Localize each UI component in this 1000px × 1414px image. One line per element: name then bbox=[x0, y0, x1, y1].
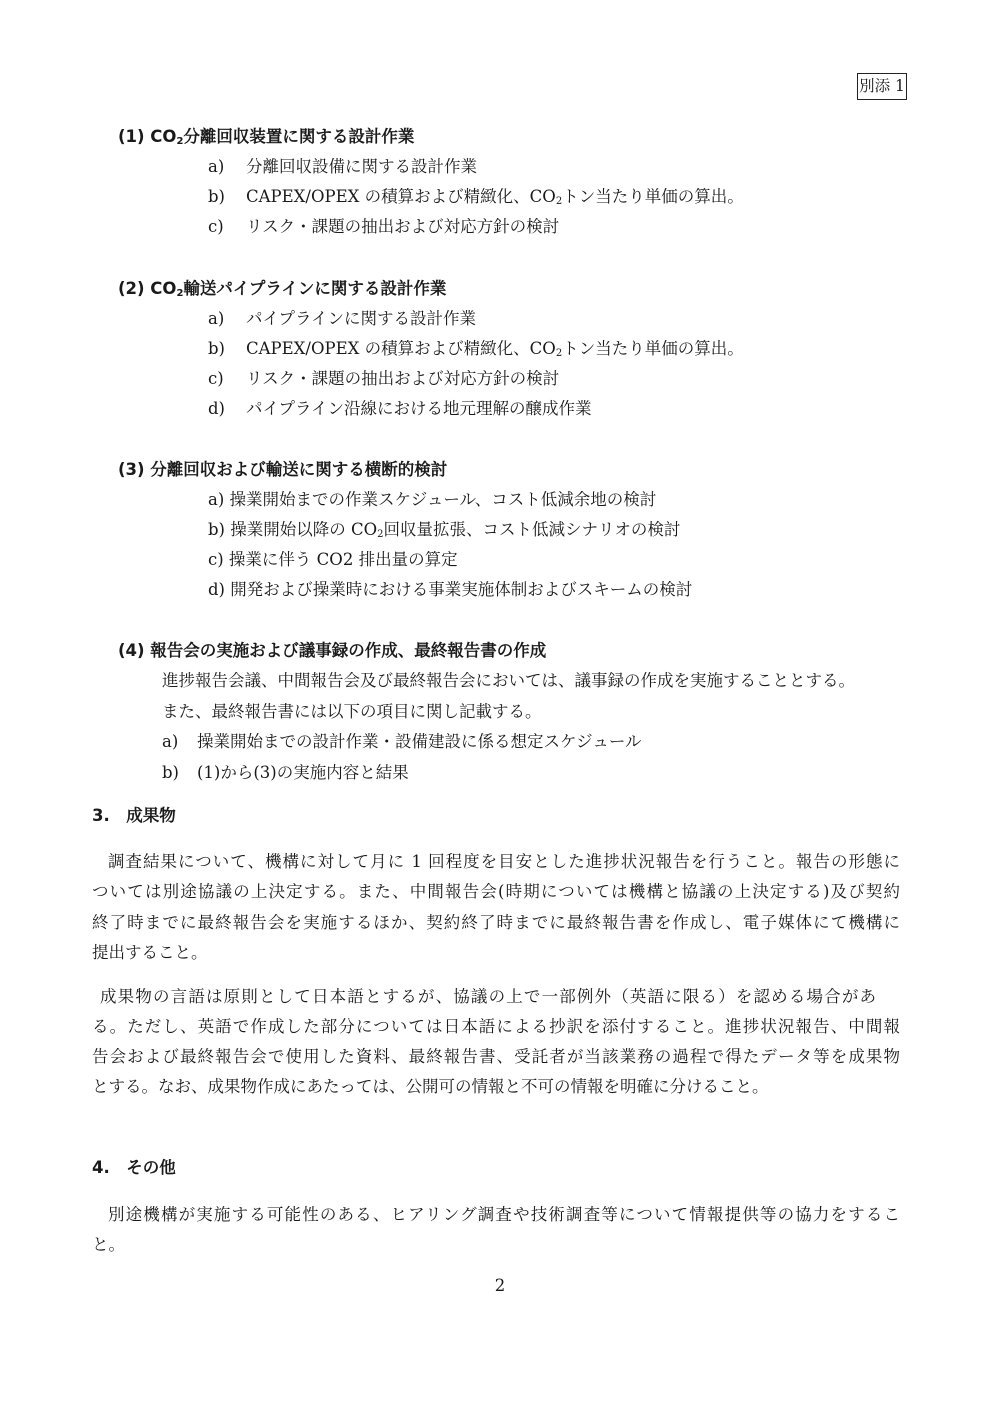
section-3-para-1-line-3: 終了時までに最終報告会を実施するほか、契約終了時までに最終報告書を作成し、電子媒体にて機構に bbox=[92, 913, 900, 932]
s1-item-b: CAPEX/OPEX の積算および精緻化、$CO_2$トン当たり単価の算出。 bbox=[246, 187, 744, 207]
s2-item-d-marker: d) bbox=[208, 399, 225, 418]
section-3-para-1-line-2: ついては別途協議の上決定する。また、中間報告会(時期については機構と協議の上決定する)及び契約 bbox=[92, 882, 900, 901]
section-3-sub-heading: (3) 分離回収および輸送に関する横断的検討 bbox=[118, 460, 448, 479]
s1-item-b-marker: b) bbox=[208, 187, 225, 206]
section-2-heading: (2) $CO_2$輸送パイプラインに関する設計作業 bbox=[118, 279, 447, 299]
s4-item-a-marker: a) bbox=[162, 732, 179, 751]
section-3-para-1-line-1: 調査結果について、機構に対して月に 1 回程度を目安とした進捗状況報告を行うこと。報告の形態に bbox=[108, 852, 900, 871]
s2-item-a-marker: a) bbox=[208, 309, 225, 328]
s4-paragraph-2: また、最終報告書には以下の項目に関し記載する。 bbox=[162, 702, 542, 721]
section-1-heading: (1) $CO_2$分離回収装置に関する設計作業 bbox=[118, 127, 415, 147]
s1-item-a: 分離回収設備に関する設計作業 bbox=[246, 157, 477, 176]
s3-item-a: a) 操業開始までの作業スケジュール、コスト低減余地の検討 bbox=[208, 490, 657, 509]
s3-item-c: c) 操業に伴う CO2 排出量の算定 bbox=[208, 550, 458, 569]
s1-item-c: リスク・課題の抽出および対応方針の検討 bbox=[246, 217, 560, 236]
section-4-heading: 4. その他 bbox=[92, 1158, 176, 1177]
s2-item-c: リスク・課題の抽出および対応方針の検討 bbox=[246, 369, 560, 388]
section-3-para-2-line-3: 告会および最終報告会で使用した資料、最終報告書、受託者が当該業務の過程で得たデータ等を成果物 bbox=[92, 1047, 900, 1066]
section-3-para-2-line-4: とする。なお、成果物作成にあたっては、公開可の情報と不可の情報を明確に分けること。 bbox=[92, 1077, 769, 1096]
s1-item-c-marker: c) bbox=[208, 217, 224, 236]
section-3-heading: 3. 成果物 bbox=[92, 806, 176, 825]
section-4-sub-heading: (4) 報告会の実施および議事録の作成、最終報告書の作成 bbox=[118, 641, 547, 660]
s4-item-b-marker: b) bbox=[162, 763, 179, 782]
s4-item-a: 操業開始までの設計作業・設備建設に係る想定スケジュール bbox=[197, 732, 642, 751]
s2-item-d: パイプライン沿線における地元理解の醸成作業 bbox=[246, 399, 592, 418]
s4-item-b: (1)から(3)の実施内容と結果 bbox=[197, 763, 409, 782]
s2-item-b: CAPEX/OPEX の積算および精緻化、$CO_2$トン当たり単価の算出。 bbox=[246, 339, 744, 359]
section-4-para-line-1: 別途機構が実施する可能性のある、ヒアリング調査や技術調査等について情報提供等の協力をするこ bbox=[108, 1205, 900, 1224]
s3-item-d: d) 開発および操業時における事業実施体制およびスキームの検討 bbox=[208, 580, 693, 599]
section-3-para-2-line-1: 成果物の言語は原則として日本語とするが、協議の上で一部例外（英語に限る）を認める場合があ bbox=[100, 987, 876, 1006]
s2-item-b-marker: b) bbox=[208, 339, 225, 358]
section-3-para-1-line-4: 提出すること。 bbox=[92, 943, 208, 962]
section-4-para-line-2: と。 bbox=[92, 1235, 125, 1254]
s3-item-b: b) 操業開始以降の $CO_2$回収量拡張、コスト低減シナリオの検討 bbox=[208, 520, 681, 540]
attachment-label: 別添 1 bbox=[857, 73, 907, 100]
s4-paragraph-1: 進捗報告会議、中間報告会及び最終報告会においては、議事録の作成を実施することとする。 bbox=[162, 671, 855, 690]
page-number: 2 bbox=[494, 1276, 506, 1295]
s2-item-a: パイプラインに関する設計作業 bbox=[246, 309, 477, 328]
s2-item-c-marker: c) bbox=[208, 369, 224, 388]
section-3-para-2-line-2: る。ただし、英語で作成した部分については日本語による抄訳を添付すること。進捗状況報告、中間報 bbox=[92, 1017, 900, 1036]
s1-item-a-marker: a) bbox=[208, 157, 225, 176]
